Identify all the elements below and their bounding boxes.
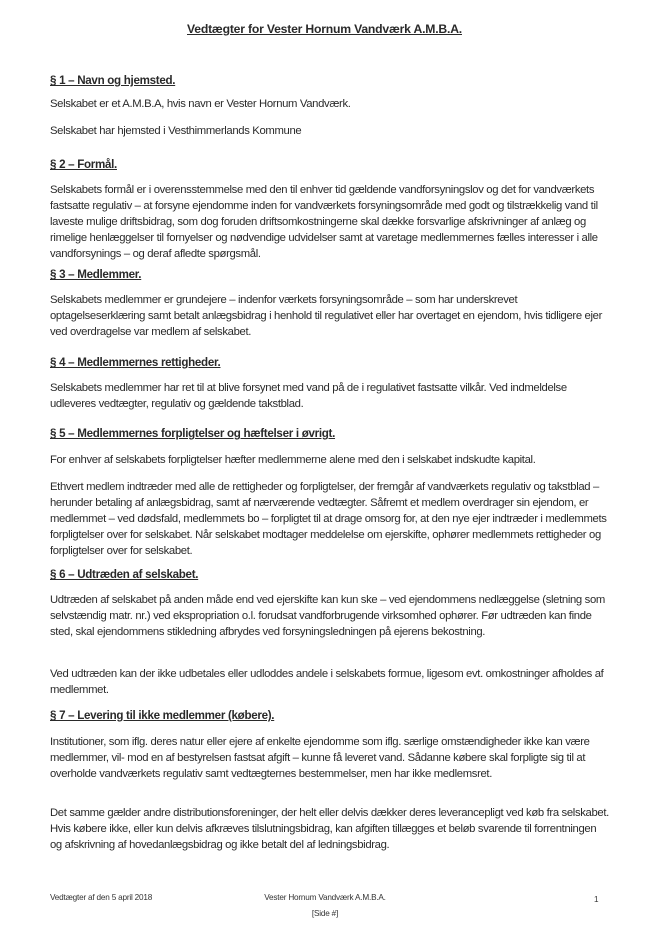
document-title: Vedtægter for Vester Hornum Vandværk A.M.B.A.: [187, 22, 462, 36]
section-2-heading: § 2 – Formål.: [50, 158, 117, 171]
section-1-heading: § 1 – Navn og hjemsted.: [50, 74, 176, 87]
section-7-paragraph-1: Institutioner, som iflg. deres natur eller ejere af enkelte ejendomme som iflg. særlige omstændigheder ikke kan være medlemmer, vil- mod en af bestyrelsen fastsat afgift – kunne få leveret vand. Sådanne købere skal forpligte sig til at overholde vandværkets regulativ samt vedtægternes bestemmelser, men har ikke medlemsret.: [50, 736, 590, 780]
footer-date: Vedtægter af den 5 april 2018: [50, 893, 153, 902]
footer-page-field: [Side #]: [311, 909, 339, 918]
section-6-paragraph-1: Udtræden af selskabet på anden måde end ved ejerskifte kan kun ske – ved ejendommens nedlæggelse (sletning som selvstændig matr. nr.) ved ekspropriation o.l. forudsat vandforbrugende virksomhed ophører. Før udtræden kan finde sted, skal ejendommens stikledning afbrydes ved forsyningsledningen på ejerens bekostning.: [50, 594, 605, 638]
section-7-paragraph-2: Det samme gælder andre distributionsforeninger, der helt eller delvis dækker deres leverancepligt ved køb fra selskabet. Hvis købere ikke, eller kun delvis afkræves tilslutningsbidrag, kan afgiften tillægges et beløb svarende til forrentningen og afskrivning af hovedanlægsbidrag og ikke betalt del af ledningsbidrag.: [50, 807, 609, 851]
section-6-heading: § 6 – Udtræden af selskabet.: [50, 568, 199, 581]
section-1-paragraph-1: Selskabet er et A.M.B.A, hvis navn er Vester Hornum Vandværk.: [50, 98, 351, 110]
section-6-paragraph-2: Ved udtræden kan der ikke udbetales eller udloddes andele i selskabets formue, ligesom evt. omkostninger afholdes af medlemmet.: [50, 668, 604, 696]
section-4-heading: § 4 – Medlemmernes rettigheder.: [50, 356, 221, 369]
footer-page-number: 1: [594, 895, 599, 904]
section-1-paragraph-2: Selskabet har hjemsted i Vesthimmerlands Kommune: [50, 125, 302, 137]
footer-company: Vester Hornum Vandværk A.M.B.A.: [264, 893, 386, 902]
section-7-heading: § 7 – Levering til ikke medlemmer (købere).: [50, 709, 275, 722]
section-5-paragraph-1: For enhver af selskabets forpligtelser hæfter medlemmerne alene med den i selskabet indskudte kapital.: [50, 454, 536, 466]
section-4-paragraph-1: Selskabets medlemmer har ret til at blive forsynet med vand på de i regulativet fastsatte vilkår. Ved indmeldelse udleveres vedtægter, regulativ og gældende takstblad.: [50, 382, 567, 410]
section-5-heading: § 5 – Medlemmernes forpligtelser og hæftelser i øvrigt.: [50, 427, 336, 440]
section-3-heading: § 3 – Medlemmer.: [50, 268, 142, 281]
section-2-paragraph-1: Selskabets formål er i overensstemmelse med den til enhver tid gældende vandforsyningslov og det for vandværkets fastsatte regulativ – at forsyne ejendomme inden for vandværkets forsyningsområde med godt og tilstrækkelig vand til laveste mulige driftsbidrag, som dog foruden driftsomkostningerne skal dække forsvarlige afskrivninger af anlæg og rimelige henlæggelser til fornyelser og nødvendige udvidelser samt at varetage medlemmernes fælles interesser i alle vandforsynings – og deraf afledte spørgsmål.: [50, 184, 598, 260]
section-5-paragraph-2: Ethvert medlem indtræder med alle de rettigheder og forpligtelser, der fremgår af vandværkets regulativ og takstblad – herunder betaling af anlægsbidrag, samt af nærværende vedtægter. Såfremt et medlem overdrager sin ejendom, er medlemmet – ved dødsfald, medlemmets bo – forpligtet til at drage omsorg for, at den nye ejer indtræder i medlemmets forpligtelser over for selskabet. Når selskabet modtager meddelelse om ejerskifte, ophører medlemmets rettigheder og forpligtelser over for selskabet.: [50, 481, 607, 557]
section-3-paragraph-1: Selskabets medlemmer er grundejere – indenfor værkets forsyningsområde – som har underskrevet optagelseserklæring samt betalt anlægsbidrag i henhold til regulativet eller har overtaget en ejendom, hvis tidligere ejer ved overdragelse var medlem af selskabet.: [50, 294, 602, 338]
